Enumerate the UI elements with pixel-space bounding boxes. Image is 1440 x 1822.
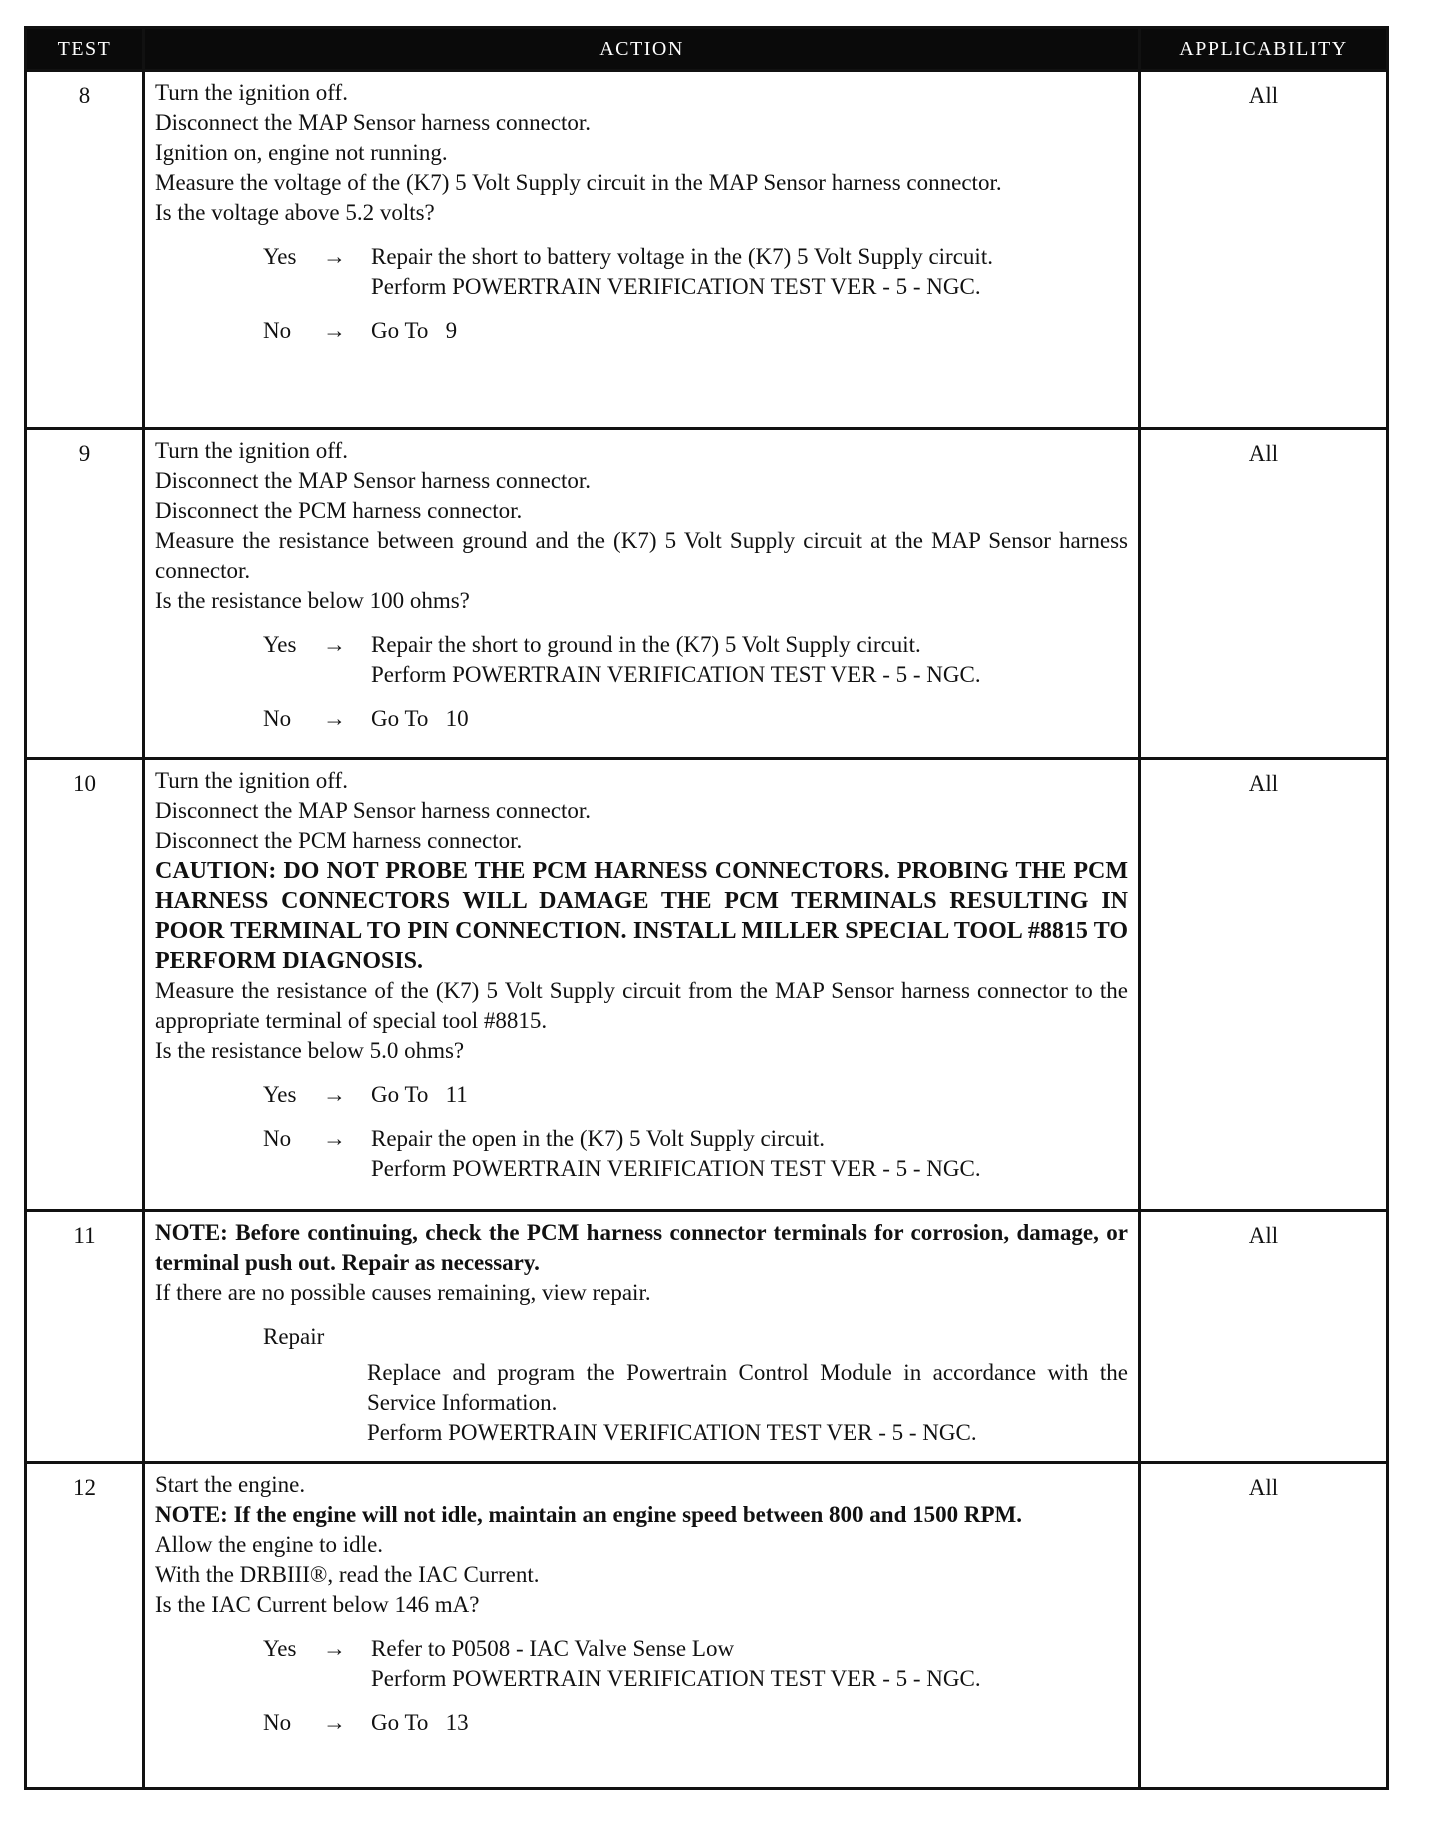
action-step: Disconnect the PCM harness connector. bbox=[155, 498, 523, 523]
action-step: Turn the ignition off. bbox=[155, 438, 348, 463]
action-step: Measure the resistance of the (K7) 5 Volt Supply circuit from the MAP Sensor harness connector to the appropriate terminal of special tool #8815. bbox=[155, 978, 1128, 1033]
applicability-cell: All bbox=[1140, 71, 1388, 429]
applicability-cell: All bbox=[1140, 1211, 1388, 1463]
action-cell bbox=[144, 1211, 1140, 1463]
response-text: Go To 10 bbox=[371, 706, 469, 731]
action-step: Allow the engine to idle. bbox=[155, 1532, 384, 1557]
applicability-cell: All bbox=[1140, 1463, 1388, 1789]
response-text: Refer to P0508 - IAC Valve Sense Low bbox=[371, 1636, 735, 1661]
response-yes bbox=[155, 242, 1128, 302]
right-arrow-icon: → bbox=[323, 632, 346, 657]
action-step: Disconnect the MAP Sensor harness connector. bbox=[155, 110, 592, 135]
response-text: Repair the short to ground in the (K7) 5 Volt Supply circuit. bbox=[371, 632, 921, 657]
repair-body bbox=[155, 1358, 1128, 1448]
action-step: Start the engine. bbox=[155, 1472, 306, 1497]
right-arrow-icon: → bbox=[323, 706, 346, 731]
test-number: 10 bbox=[26, 759, 144, 1211]
action-question: Is the IAC Current below 146 mA? bbox=[155, 1592, 480, 1617]
repair-label: Repair bbox=[263, 1324, 325, 1349]
action-step: If there are no possible causes remaining, view repair. bbox=[155, 1280, 651, 1305]
table-header-row bbox=[26, 28, 1388, 71]
repair-text: Replace and program the Powertrain Control Module in accordance with the Service Information. bbox=[367, 1360, 1128, 1415]
table-row-test-8 bbox=[26, 71, 1388, 429]
note-text: NOTE: If the engine will not idle, maintain an engine speed between 800 and 1500 RPM. bbox=[155, 1502, 1023, 1527]
response-label: No bbox=[263, 318, 292, 343]
response-text: Perform POWERTRAIN VERIFICATION TEST VER - 5 - NGC. bbox=[371, 1156, 981, 1181]
right-arrow-icon: → bbox=[323, 1636, 346, 1661]
action-question: Is the voltage above 5.2 volts? bbox=[155, 200, 435, 225]
applicability-cell: All bbox=[1140, 759, 1388, 1211]
table-row-test-11 bbox=[26, 1211, 1388, 1463]
response-label: No bbox=[263, 1710, 292, 1735]
action-step: Disconnect the MAP Sensor harness connector. bbox=[155, 798, 592, 823]
right-arrow-icon: → bbox=[323, 1082, 346, 1107]
response-text: Perform POWERTRAIN VERIFICATION TEST VER - 5 - NGC. bbox=[371, 274, 981, 299]
right-arrow-icon: → bbox=[323, 1126, 346, 1151]
response-text: Repair the open in the (K7) 5 Volt Supply circuit. bbox=[371, 1126, 825, 1151]
right-arrow-icon: → bbox=[323, 318, 346, 343]
response-text: Perform POWERTRAIN VERIFICATION TEST VER - 5 - NGC. bbox=[371, 1666, 981, 1691]
action-cell bbox=[144, 759, 1140, 1211]
action-step: Turn the ignition off. bbox=[155, 768, 348, 793]
action-cell bbox=[144, 71, 1140, 429]
test-number: 9 bbox=[26, 429, 144, 759]
action-cell bbox=[144, 429, 1140, 759]
response-no bbox=[155, 316, 1128, 346]
response-no bbox=[155, 704, 1128, 734]
diagnostic-test-table-sheet bbox=[24, 26, 1386, 1790]
test-number: 11 bbox=[26, 1211, 144, 1463]
response-label: No bbox=[263, 1126, 292, 1151]
response-yes bbox=[155, 1080, 1128, 1110]
response-no bbox=[155, 1708, 1128, 1738]
response-text: Go To 9 bbox=[371, 318, 458, 343]
response-yes bbox=[155, 630, 1128, 690]
header-test: TEST bbox=[26, 28, 144, 71]
action-question: Is the resistance below 100 ohms? bbox=[155, 588, 470, 613]
header-applicability: APPLICABILITY bbox=[1140, 28, 1388, 71]
action-step: Disconnect the PCM harness connector. bbox=[155, 828, 523, 853]
response-label: Yes bbox=[263, 244, 297, 269]
action-step: Turn the ignition off. bbox=[155, 80, 348, 105]
action-step: Ignition on, engine not running. bbox=[155, 140, 448, 165]
response-yes bbox=[155, 1634, 1128, 1694]
response-text: Go To 11 bbox=[371, 1082, 468, 1107]
table-row-test-10 bbox=[26, 759, 1388, 1211]
note-text: NOTE: Before continuing, check the PCM harness connector terminals for corrosion, damage, or terminal push out. Repair as necessary. bbox=[155, 1220, 1128, 1275]
action-question: Is the resistance below 5.0 ohms? bbox=[155, 1038, 465, 1063]
table-row-test-12 bbox=[26, 1463, 1388, 1789]
test-number: 12 bbox=[26, 1463, 144, 1789]
response-label: Yes bbox=[263, 1636, 297, 1661]
repair-text: Perform POWERTRAIN VERIFICATION TEST VER - 5 - NGC. bbox=[367, 1420, 977, 1445]
response-label: No bbox=[263, 706, 292, 731]
action-step: Measure the resistance between ground and the (K7) 5 Volt Supply circuit at the MAP Sensor harness connector. bbox=[155, 528, 1128, 583]
action-cell bbox=[144, 1463, 1140, 1789]
action-step: Disconnect the MAP Sensor harness connector. bbox=[155, 468, 592, 493]
diagnostic-test-table bbox=[24, 26, 1389, 1790]
response-no bbox=[155, 1124, 1128, 1184]
table-row-test-9 bbox=[26, 429, 1388, 759]
action-step: Measure the voltage of the (K7) 5 Volt Supply circuit in the MAP Sensor harness connector. bbox=[155, 170, 1002, 195]
applicability-cell: All bbox=[1140, 429, 1388, 759]
header-action: ACTION bbox=[144, 28, 1140, 71]
response-text: Go To 13 bbox=[371, 1710, 469, 1735]
response-label: Yes bbox=[263, 632, 297, 657]
action-step: With the DRBIII®, read the IAC Current. bbox=[155, 1562, 540, 1587]
right-arrow-icon: → bbox=[323, 1710, 346, 1735]
caution-text: CAUTION: DO NOT PROBE THE PCM HARNESS CONNECTORS. PROBING THE PCM HARNESS CONNECTORS WILL DAMAGE THE PCM TERMINALS RESULTING IN POOR TERMINAL TO PIN CONNECTION. INSTALL MILLER SPECIAL TOOL #8815 TO PERFORM DIAGNOSIS. bbox=[155, 858, 1128, 974]
response-label: Yes bbox=[263, 1082, 297, 1107]
response-text: Repair the short to battery voltage in the (K7) 5 Volt Supply circuit. bbox=[371, 244, 993, 269]
right-arrow-icon: → bbox=[323, 244, 346, 269]
response-text: Perform POWERTRAIN VERIFICATION TEST VER - 5 - NGC. bbox=[371, 662, 981, 687]
test-number: 8 bbox=[26, 71, 144, 429]
